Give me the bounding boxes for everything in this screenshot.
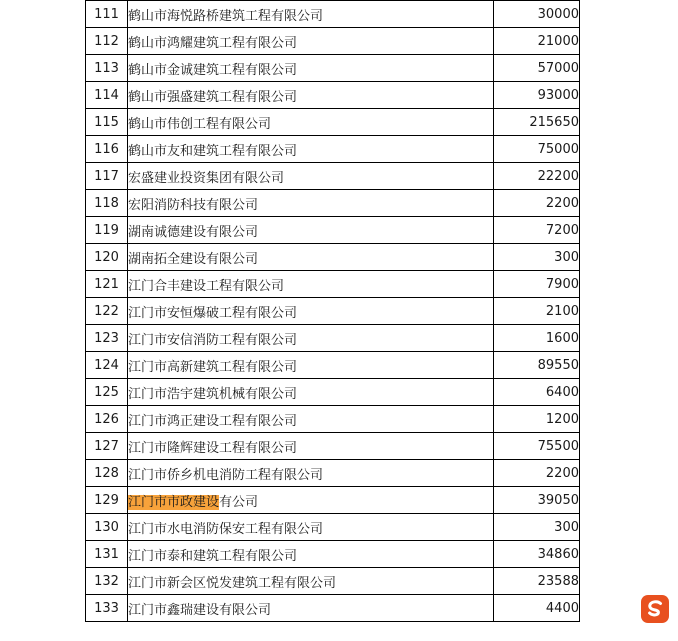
table-row	[86, 352, 580, 379]
table-row	[86, 541, 580, 568]
company-name: 江门市安恒爆破工程有限公司	[128, 298, 494, 325]
row-number: 111	[86, 1, 128, 28]
amount: 6400	[494, 379, 580, 406]
company-name: 鹤山市伟创工程有限公司	[128, 109, 494, 136]
amount: 39050	[494, 487, 580, 514]
amount: 23588	[494, 568, 580, 595]
row-number: 114	[86, 82, 128, 109]
company-name: 江门市新会区悦发建筑工程有限公司	[128, 568, 494, 595]
table-row-selected	[86, 487, 580, 514]
row-number: 118	[86, 190, 128, 217]
row-number: 124	[86, 352, 128, 379]
row-number: 129	[86, 487, 128, 514]
amount: 1200	[494, 406, 580, 433]
company-name: 鹤山市海悦路桥建筑工程有限公司	[128, 1, 494, 28]
sogou-ime-icon[interactable]	[640, 594, 670, 624]
amount: 215650	[494, 109, 580, 136]
company-name: 江门合丰建设工程有限公司	[128, 271, 494, 298]
amount: 7200	[494, 217, 580, 244]
table-row	[86, 163, 580, 190]
table-row	[86, 325, 580, 352]
company-name-rest: 有公司	[219, 494, 259, 510]
row-number: 130	[86, 514, 128, 541]
table-row	[86, 136, 580, 163]
table-row	[86, 433, 580, 460]
amount: 2200	[494, 190, 580, 217]
table-row	[86, 244, 580, 271]
table-row	[86, 298, 580, 325]
company-name: 鹤山市友和建筑工程有限公司	[128, 136, 494, 163]
company-name: 江门市侨乡机电消防工程有限公司	[128, 460, 494, 487]
amount: 300	[494, 244, 580, 271]
company-name: 江门市浩宇建筑机械有限公司	[128, 379, 494, 406]
row-number: 133	[86, 595, 128, 622]
table-row	[86, 406, 580, 433]
row-number: 125	[86, 379, 128, 406]
row-number: 126	[86, 406, 128, 433]
company-name: 鹤山市鸿耀建筑工程有限公司	[128, 28, 494, 55]
row-number: 127	[86, 433, 128, 460]
company-name: 江门市水电消防保安工程有限公司	[128, 514, 494, 541]
amount: 22200	[494, 163, 580, 190]
row-number: 128	[86, 460, 128, 487]
row-number: 119	[86, 217, 128, 244]
row-number: 120	[86, 244, 128, 271]
amount: 4400	[494, 595, 580, 622]
amount: 30000	[494, 1, 580, 28]
amount: 89550	[494, 352, 580, 379]
table-row	[86, 568, 580, 595]
amount: 93000	[494, 82, 580, 109]
company-name: 湖南诚德建设有限公司	[128, 217, 494, 244]
amount: 21000	[494, 28, 580, 55]
company-name[interactable]	[128, 487, 494, 514]
table-row	[86, 379, 580, 406]
company-name: 江门市安信消防工程有限公司	[128, 325, 494, 352]
company-name: 江门市鑫瑞建设有限公司	[128, 595, 494, 622]
table-row	[86, 109, 580, 136]
row-number: 113	[86, 55, 128, 82]
company-name: 江门市泰和建筑工程有限公司	[128, 541, 494, 568]
row-number: 112	[86, 28, 128, 55]
row-number: 122	[86, 298, 128, 325]
company-name: 湖南拓全建设有限公司	[128, 244, 494, 271]
company-name: 宏盛建业投资集团有限公司	[128, 163, 494, 190]
company-name: 宏阳消防科技有限公司	[128, 190, 494, 217]
row-number: 116	[86, 136, 128, 163]
table-row	[86, 460, 580, 487]
amount: 2200	[494, 460, 580, 487]
amount: 57000	[494, 55, 580, 82]
table-row	[86, 595, 580, 622]
row-number: 132	[86, 568, 128, 595]
company-name: 鹤山市金诚建筑工程有限公司	[128, 55, 494, 82]
table-row	[86, 28, 580, 55]
row-number: 117	[86, 163, 128, 190]
row-number: 123	[86, 325, 128, 352]
table-row	[86, 55, 580, 82]
table-body	[86, 1, 580, 622]
table-row	[86, 271, 580, 298]
table-row	[86, 1, 580, 28]
table-row	[86, 217, 580, 244]
row-number: 115	[86, 109, 128, 136]
amount: 2100	[494, 298, 580, 325]
table-row	[86, 190, 580, 217]
amount: 300	[494, 514, 580, 541]
amount: 7900	[494, 271, 580, 298]
amount: 1600	[494, 325, 580, 352]
amount: 75000	[494, 136, 580, 163]
row-number: 131	[86, 541, 128, 568]
company-name: 鹤山市强盛建筑工程有限公司	[128, 82, 494, 109]
amount: 75500	[494, 433, 580, 460]
table-row	[86, 82, 580, 109]
selected-text-highlight[interactable]: 江门市市政建设	[128, 494, 220, 510]
row-number: 121	[86, 271, 128, 298]
company-amount-table	[85, 0, 580, 622]
company-name: 江门市鸿正建设工程有限公司	[128, 406, 494, 433]
amount: 34860	[494, 541, 580, 568]
company-name: 江门市高新建筑工程有限公司	[128, 352, 494, 379]
table-row	[86, 514, 580, 541]
company-name: 江门市隆辉建设工程有限公司	[128, 433, 494, 460]
